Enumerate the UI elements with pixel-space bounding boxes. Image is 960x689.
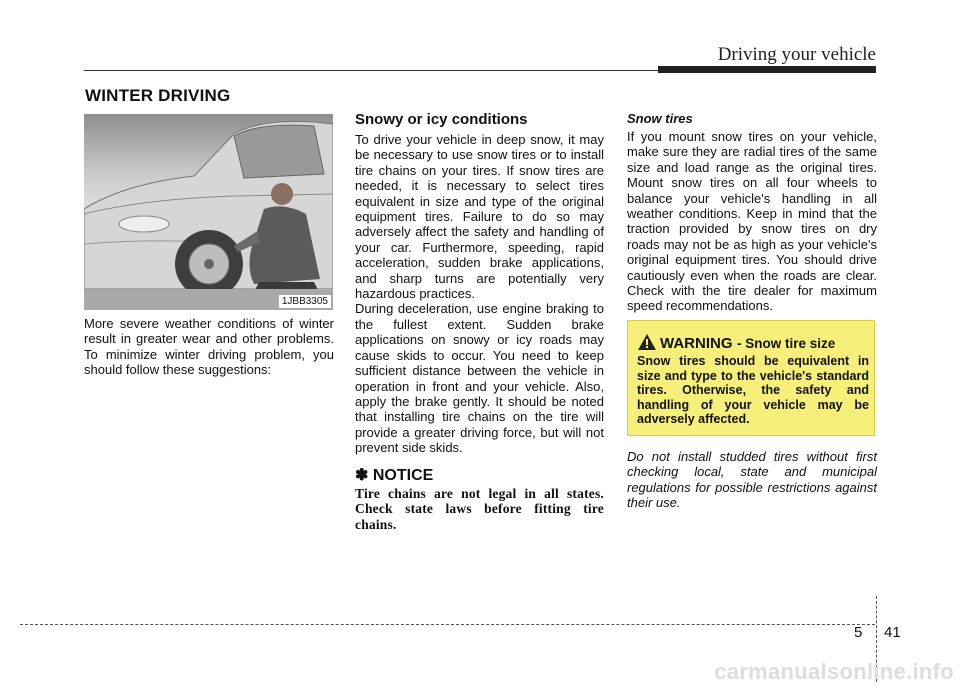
warning-box bbox=[627, 320, 875, 436]
watermark: carmanualsonline.info bbox=[714, 659, 954, 684]
warning-word: WARNING bbox=[660, 335, 733, 352]
header-rule bbox=[84, 70, 662, 71]
figure-car-tire-chains bbox=[84, 114, 333, 310]
warning-header bbox=[638, 334, 835, 353]
notice-body: Tire chains are not legal in all states. Check state laws before fitting tire chains. bbox=[355, 486, 604, 532]
header-title: Driving your vehicle bbox=[717, 44, 876, 65]
snowy-paragraph-2: During deceleration, use engine braking to the fullest extent. Sudden brake applications on snowy or icy roads may cause skids to occur. You need to keep sufficient distance between the vehicle in operation in front and your vehicle. Also, apply the brake gently. It should be noted that installing tire chains on the tire will provide a greater driving force, but will not prevent side skids. bbox=[355, 301, 604, 456]
studded-tires-note: Do not install studded tires without first checking local, state and municipal regulations for possible restrictions against their use. bbox=[627, 449, 877, 511]
snowy-paragraph-1: To drive your vehicle in deep snow, it may be necessary to use snow tires or to install tire chains on your tires. If snow tires are needed, it is necessary to select tires equivalent in size and type of the original equipment tires. Failure to do so may adversely affect the safety and handling of your car. Furthermore, speeding, rapid acceleration, sudden brake applications, and sharp turns are potentially very hazardous practices. bbox=[355, 132, 604, 302]
snow-tires-body: If you mount snow tires on your vehicle, make sure they are radial tires of the same size and load range as the original tires. Mount snow tires on all four wheels to balance your vehicle's handling in all weather conditions. Keep in mind that the traction provided by snow tires on dry roads may not be as high as your vehicle's original equipment tires. You should drive cautiously even when the roads are clear. Check with the tire dealer for maximum speed recommendations. bbox=[627, 129, 877, 314]
car-illustration bbox=[84, 114, 333, 310]
header-rule-bar bbox=[658, 66, 876, 73]
warning-body: Snow tires should be equivalent in size and type to the vehicle's standard tires. Otherwise, the safety and handling of your vehicle may be adversely affected. bbox=[637, 354, 869, 427]
snowy-body bbox=[355, 132, 604, 456]
notice-heading: ✽ NOTICE bbox=[355, 467, 434, 484]
snowy-heading: Snowy or icy conditions bbox=[355, 111, 528, 128]
section-title: WINTER DRIVING bbox=[85, 86, 231, 105]
figure-label: 1JBB3305 bbox=[279, 295, 331, 308]
footer-rule bbox=[20, 624, 875, 625]
warning-triangle-icon bbox=[638, 334, 656, 350]
intro-paragraph: More severe weather conditions of winter result in greater wear and other problems. To minimize winter driving problem, you should follow these suggestions: bbox=[84, 316, 334, 378]
warning-subject: - Snow tire size bbox=[736, 336, 836, 351]
snow-tires-heading: Snow tires bbox=[627, 111, 693, 126]
page-number: 41 bbox=[884, 624, 901, 641]
chapter-number: 5 bbox=[854, 624, 863, 641]
